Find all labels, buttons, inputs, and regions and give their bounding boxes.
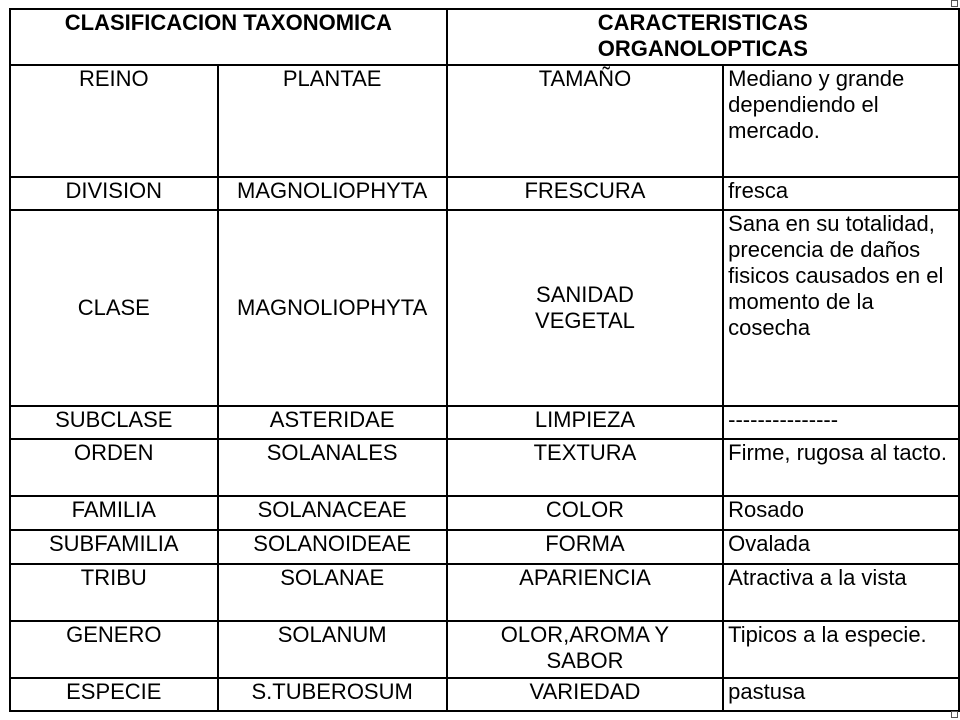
table-row bbox=[10, 678, 959, 711]
table-row bbox=[10, 496, 959, 530]
taxon-cell: SOLANAE bbox=[218, 564, 447, 621]
rank-cell: SUBFAMILIA bbox=[10, 530, 218, 564]
attribute-cell: VARIEDAD bbox=[447, 678, 723, 711]
header-row bbox=[10, 9, 959, 65]
attribute-cell: OLOR,AROMA Y SABOR bbox=[447, 621, 723, 678]
rank-cell: REINO bbox=[10, 65, 218, 177]
taxon-cell: PLANTAE bbox=[218, 65, 447, 177]
value-cell: Atractiva a la vista bbox=[723, 564, 959, 621]
table-row bbox=[10, 621, 959, 678]
taxon-cell: ASTERIDAE bbox=[218, 406, 447, 439]
rank-cell: SUBCLASE bbox=[10, 406, 218, 439]
rank-cell: ORDEN bbox=[10, 439, 218, 496]
attribute-cell: TAMAÑO bbox=[447, 65, 723, 177]
value-cell: Sana en su totalidad, precencia de daños fisicos causados en el momento de la cosecha bbox=[723, 210, 959, 406]
value-cell: Firme, rugosa al tacto. bbox=[723, 439, 959, 496]
rank-cell: ESPECIE bbox=[10, 678, 218, 711]
value-cell: fresca bbox=[723, 177, 959, 210]
taxonomy-header: CLASIFICACION TAXONOMICA bbox=[10, 9, 447, 65]
taxon-cell: S.TUBEROSUM bbox=[218, 678, 447, 711]
value-cell: --------------- bbox=[723, 406, 959, 439]
table-row bbox=[10, 439, 959, 496]
value-cell: Tipicos a la especie. bbox=[723, 621, 959, 678]
attribute-cell: FORMA bbox=[447, 530, 723, 564]
value-cell: Mediano y grande dependiendo el mercado. bbox=[723, 65, 959, 177]
attribute-cell: COLOR bbox=[447, 496, 723, 530]
rank-cell: TRIBU bbox=[10, 564, 218, 621]
table-row bbox=[10, 564, 959, 621]
taxon-cell: SOLANALES bbox=[218, 439, 447, 496]
attribute-cell: SANIDAD VEGETAL bbox=[447, 210, 723, 406]
resize-handle-bottom-right[interactable] bbox=[951, 711, 958, 718]
attribute-cell: TEXTURA bbox=[447, 439, 723, 496]
characteristics-header: CARACTERISTICAS ORGANOLOPTICAS bbox=[447, 9, 959, 65]
taxon-cell: SOLANOIDEAE bbox=[218, 530, 447, 564]
table-row bbox=[10, 406, 959, 439]
taxonomy-characteristics-table bbox=[9, 8, 960, 712]
rank-cell: DIVISION bbox=[10, 177, 218, 210]
attribute-cell: APARIENCIA bbox=[447, 564, 723, 621]
table-row bbox=[10, 530, 959, 564]
taxon-cell: MAGNOLIOPHYTA bbox=[218, 210, 447, 406]
table-row bbox=[10, 65, 959, 177]
value-cell: Rosado bbox=[723, 496, 959, 530]
resize-handle-top-right[interactable] bbox=[951, 0, 958, 7]
attribute-cell: FRESCURA bbox=[447, 177, 723, 210]
rank-cell: GENERO bbox=[10, 621, 218, 678]
rank-cell: FAMILIA bbox=[10, 496, 218, 530]
taxon-cell: SOLANACEAE bbox=[218, 496, 447, 530]
table-row bbox=[10, 210, 959, 406]
value-cell: Ovalada bbox=[723, 530, 959, 564]
attribute-cell: LIMPIEZA bbox=[447, 406, 723, 439]
value-cell: pastusa bbox=[723, 678, 959, 711]
table-row bbox=[10, 177, 959, 210]
taxon-cell: MAGNOLIOPHYTA bbox=[218, 177, 447, 210]
rank-cell: CLASE bbox=[10, 210, 218, 406]
taxon-cell: SOLANUM bbox=[218, 621, 447, 678]
